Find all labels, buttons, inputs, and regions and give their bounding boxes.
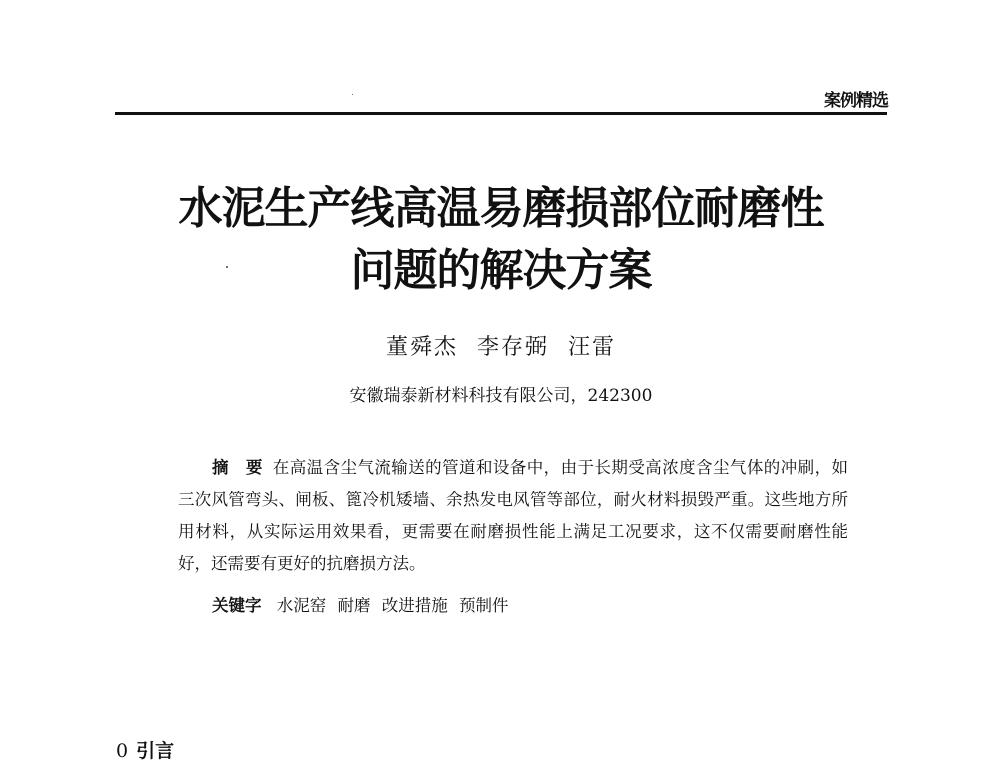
section-heading-introduction xyxy=(116,736,174,763)
author-list xyxy=(115,330,887,361)
section-tag: 案例精选 xyxy=(824,91,888,111)
keywords xyxy=(212,592,515,616)
author-name: 董舜杰 xyxy=(385,335,458,360)
scan-speck xyxy=(352,94,353,95)
abstract xyxy=(178,452,848,580)
keyword: 水泥窑 xyxy=(276,596,327,615)
author-affiliation: 安徽瑞泰新材料科技有限公司，242300 xyxy=(349,386,653,406)
keyword: 预制件 xyxy=(459,596,509,615)
abstract-text: 在高温含尘气流输送的管道和设备中，由于长期受高浓度含尘气体的冲刷，如三次风管弯头、闸板、篦冷机矮墙、余热发电风管等部位，耐火材料损毁严重。这些地方所用材料，从实际运用效果看，更需要在耐磨损性能上满足工况要求，这不仅需要耐磨性能好，还需要有更好的抗磨损方法。 xyxy=(178,458,849,573)
article-title-line-1: 水泥生产线高温易磨损部位耐磨性 xyxy=(178,183,824,234)
scan-speck xyxy=(226,266,228,268)
header-rule xyxy=(115,112,887,115)
article-title-line-2: 问题的解决方案 xyxy=(350,245,652,296)
keywords-label: 关键字 xyxy=(212,596,262,615)
keyword: 改进措施 xyxy=(381,596,448,615)
author-name: 汪雷 xyxy=(568,335,617,360)
abstract-paragraph xyxy=(178,452,848,580)
keyword: 耐磨 xyxy=(337,596,371,615)
abstract-label: 摘 要 xyxy=(212,458,263,477)
author-name: 李存弼 xyxy=(476,335,549,360)
section-number: 0 xyxy=(116,740,129,762)
section-heading-text: 引言 xyxy=(136,740,175,762)
